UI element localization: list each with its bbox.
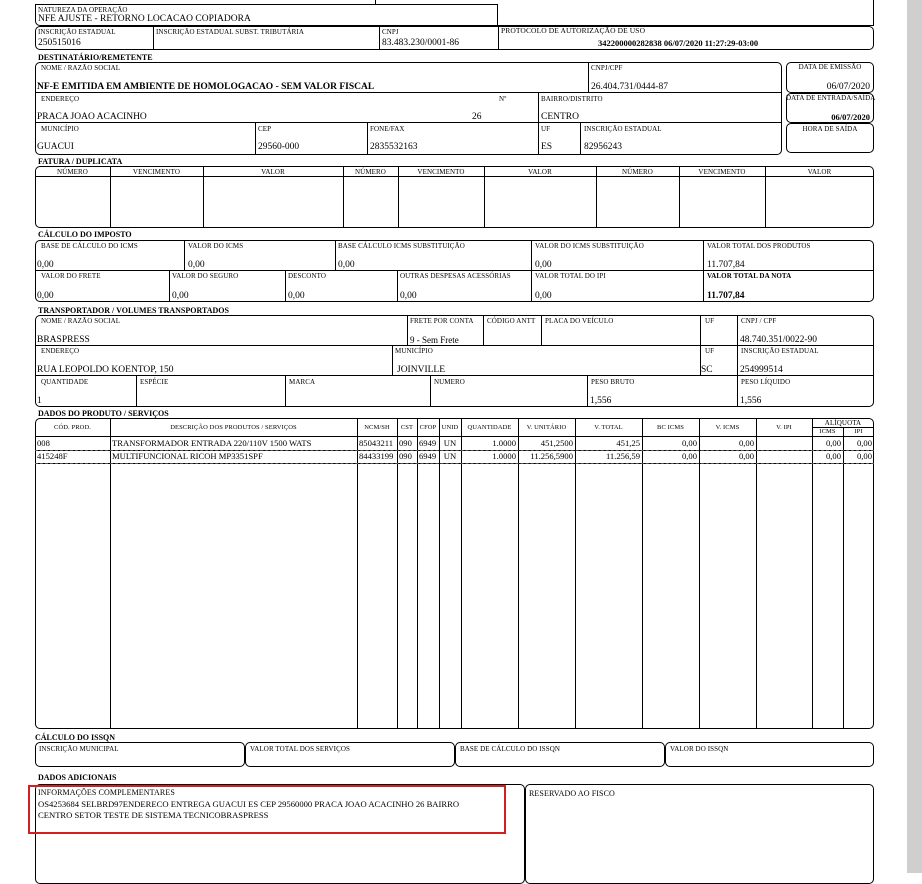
- outras-value: 0,00: [400, 291, 417, 301]
- sep: [737, 315, 738, 407]
- produtos-box: [35, 418, 874, 729]
- info-label: INFORMAÇÕES COMPLEMENTARES: [38, 788, 175, 797]
- transp-uf2-value: SC: [701, 365, 713, 375]
- data-entrada-label: DATA DE ENTRADA/SAÍDA: [786, 94, 876, 102]
- natureza-label: NATUREZA DA OPERAÇÃO: [38, 6, 128, 14]
- fatura-col-header: VALOR: [807, 168, 832, 176]
- info-line-2: CENTRO SETOR TESTE DE SISTEMA TECNICOBRASPRESS: [38, 810, 269, 820]
- fatura-header-sep: [35, 176, 874, 177]
- transp-cnpj-value: 48.740.351/0022-90: [740, 335, 818, 345]
- issqn-title: CÁLCULO DO ISSQN: [35, 733, 116, 742]
- info-line-1: OS4253684 SELBRD97ENDERECO ENTREGA GUACUI ES CEP 29560000 PRACA JOAO ACACINHO 26 BAIRRO: [38, 799, 460, 809]
- sep: [392, 345, 393, 375]
- sep: [483, 315, 484, 345]
- produto-cell-vunit: 11.256,5900: [530, 451, 573, 461]
- fatura-col-header: VENCIMENTO: [417, 168, 465, 176]
- seguro-label: VALOR DO SEGURO: [172, 272, 239, 280]
- transp-endereco-label: ENDEREÇO: [41, 347, 80, 355]
- produto-cell-aipi: 0,00: [856, 438, 872, 448]
- produto-cell-ncm: 84433199: [359, 451, 394, 461]
- total-nota-value: 11.707,84: [707, 291, 745, 301]
- sep: [367, 122, 368, 155]
- fatura-col-header: VENCIMENTO: [698, 168, 746, 176]
- reservado-fisco-box: [525, 784, 874, 884]
- produto-cell-bc: 0,00: [681, 438, 697, 448]
- scrollbar[interactable]: [907, 0, 922, 873]
- produtos-col-sep: [110, 418, 111, 729]
- dest-ie-label: INSCRIÇÃO ESTADUAL: [584, 125, 662, 133]
- dest-nome-value: NF-E EMITIDA EM AMBIENTE DE HOMOLOGACAO - SEM VALOR FISCAL: [37, 82, 375, 92]
- produtos-col-header: V. UNITÁRIO: [526, 424, 567, 431]
- adicionais-title: DADOS ADICIONAIS: [38, 773, 117, 782]
- sep: [35, 375, 874, 376]
- dest-ie-value: 82956243: [584, 142, 622, 152]
- dest-cep-label: CEP: [258, 125, 272, 133]
- produtos-col-sep: [575, 418, 576, 729]
- transp-ie-value: 254999514: [740, 365, 783, 375]
- dest-fone-label: FONE/FAX: [370, 125, 405, 133]
- sep: [285, 270, 286, 302]
- produto-cell-unid: UN: [443, 451, 457, 461]
- dest-uf-value: ES: [541, 142, 553, 152]
- produto-cell-vtotal: 11.256,59: [605, 451, 640, 461]
- produtos-col-sep: [812, 418, 813, 729]
- produtos-col-header: V. IPI: [776, 424, 792, 431]
- fatura-title: FATURA / DUPLICATA: [38, 157, 123, 166]
- produto-cell-vtotal: 451,25: [616, 438, 640, 448]
- data-emissao-label: DATA DE EMISSÃO: [798, 63, 862, 71]
- dest-numero-value: 26: [472, 112, 482, 122]
- issqn-insc-label: INSCRIÇÃO MUNICIPAL: [39, 745, 119, 753]
- produto-cell-desc: TRANSFORMADOR ENTRADA 220/110V 1500 WATS: [112, 438, 312, 448]
- sep: [379, 26, 380, 50]
- transp-marca-label: MARCA: [289, 378, 316, 386]
- sep: [136, 375, 137, 407]
- produtos-col-header: ICMS: [819, 428, 836, 435]
- transportador-title: TRANSPORTADOR / VOLUMES TRANSPORTADOS: [38, 306, 229, 315]
- issqn-base-label: BASE DE CÁLCULO DO ISSQN: [460, 745, 561, 753]
- produto-row-divider: [35, 463, 874, 464]
- header-right-edge: [873, 0, 874, 26]
- highlight-box: [28, 785, 506, 834]
- base-st-label: BASE CÁLCULO ICMS SUBSTITUIÇÃO: [338, 242, 465, 250]
- sep: [35, 92, 782, 93]
- desconto-value: 0,00: [288, 291, 305, 301]
- base-icms-label: BASE DE CÁLCULO DO ICMS: [41, 242, 138, 250]
- transp-placa-label: PLACA DO VEÍCULO: [545, 317, 614, 325]
- transp-uf2-label: UF: [705, 347, 715, 355]
- valor-st-label: VALOR DO ICMS SUBSTITUIÇÃO: [535, 242, 644, 250]
- transp-frete-value: 9 - Sem Frete: [410, 335, 459, 345]
- data-entrada-value: 06/07/2020: [831, 112, 870, 122]
- transp-nome-label: NOME / RAZÃO SOCIAL: [41, 317, 121, 325]
- produtos-col-sep: [439, 418, 440, 729]
- sep: [35, 270, 874, 271]
- frete-label: VALOR DO FRETE: [41, 272, 101, 280]
- dest-cnpj-label: CNPJ/CPF: [591, 64, 623, 72]
- produto-cell-vicms: 0,00: [738, 451, 754, 461]
- produto-cell-aipi: 0,00: [856, 451, 872, 461]
- transp-municipio-value: JOINVILLE: [397, 365, 446, 375]
- hora-saida-label: HORA DE SAÍDA: [802, 125, 858, 133]
- issqn-valor-label: VALOR DO ISSQN: [670, 745, 729, 753]
- fatura-col-header: VALOR: [261, 168, 285, 176]
- desconto-label: DESCONTO: [288, 272, 327, 280]
- fatura-col-header: VENCIMENTO: [132, 168, 181, 176]
- produto-cell-vunit: 451,2500: [540, 438, 573, 448]
- valor-icms-value: 0,00: [188, 260, 205, 270]
- peso-liquido-label: PESO LÍQUIDO: [741, 378, 791, 386]
- produto-cell-ncm: 85043211: [359, 438, 394, 448]
- transp-antt-label: CÓDIGO ANTT: [487, 317, 536, 325]
- ipi-label: VALOR TOTAL DO IPI: [535, 272, 606, 280]
- produtos-col-sep: [417, 418, 418, 729]
- produtos-header-separator: [35, 436, 874, 437]
- destinatario-title: DESTINATÁRIO/REMETENTE: [38, 53, 153, 62]
- dest-fone-value: 2835532163: [370, 142, 418, 152]
- produtos-col-header: BC ICMS: [657, 424, 684, 431]
- sep: [430, 375, 431, 407]
- base-st-value: 0,00: [338, 260, 355, 270]
- transp-qtd-value: 1: [37, 396, 42, 406]
- transp-ie-label: INSCRIÇÃO ESTADUAL: [741, 347, 819, 355]
- produto-cell-cfop: 6949: [419, 451, 437, 461]
- produtos-col-sep: [699, 418, 700, 729]
- protocolo-value: 342200000282838 06/07/2020 11:27:29-03:00: [598, 38, 759, 48]
- sep: [169, 270, 170, 302]
- transp-frete-label: FRETE POR CONTA: [410, 317, 474, 325]
- produto-cell-cod: 415248F: [37, 451, 68, 461]
- produtos-col-header: V. ICMS: [715, 424, 740, 431]
- data-emissao-value: 06/07/2020: [826, 82, 870, 92]
- fisco-label: RESERVADO AO FISCO: [529, 789, 615, 798]
- produtos-col-sep: [642, 418, 643, 729]
- dest-endereco-value: PRACA JOAO ACACINHO: [37, 112, 147, 122]
- sep: [35, 122, 782, 123]
- fatura-col-header: NÚMERO: [622, 168, 653, 176]
- total-prod-label: VALOR TOTAL DOS PRODUTOS: [707, 242, 811, 250]
- produtos-col-header: CÓD. PROD.: [54, 424, 91, 431]
- produtos-col-header: NCM/SH: [364, 424, 390, 431]
- transp-cnpj-label: CNPJ / CPF: [741, 317, 777, 325]
- fatura-col-header: NÚMERO: [355, 168, 386, 176]
- produto-cell-cod: 008: [37, 438, 50, 448]
- produto-cell-bc: 0,00: [681, 451, 697, 461]
- produto-cell-cst: 090: [399, 451, 412, 461]
- frete-value: 0,00: [37, 291, 54, 301]
- produtos-col-sep: [461, 418, 462, 729]
- dest-bairro-label: BAIRRO/DISTRITO: [541, 95, 603, 103]
- protocolo-label: PROTOCOLO DE AUTORIZAÇÃO DE USO: [501, 26, 646, 35]
- ie-value: 250515016: [38, 38, 81, 48]
- produtos-col-sep: [397, 418, 398, 729]
- transp-qtd-label: QUANTIDADE: [41, 378, 89, 386]
- produto-cell-aicms: 0,00: [825, 438, 841, 448]
- total-prod-value: 11.707,84: [707, 260, 745, 270]
- transp-municipio-label: MUNICÍPIO: [395, 347, 433, 355]
- fatura-col-header: VALOR: [528, 168, 552, 176]
- dest-endereco-label: ENDEREÇO: [41, 95, 80, 103]
- peso-liquido-value: 1,556: [740, 396, 762, 406]
- valor-icms-label: VALOR DO ICMS: [188, 242, 244, 250]
- produtos-col-header: QUANTIDADE: [467, 424, 512, 431]
- produtos-col-header: CFOP: [419, 424, 437, 431]
- fatura-col-header: NÚMERO: [57, 168, 88, 176]
- sep: [285, 375, 286, 407]
- transp-numero-label: NUMERO: [434, 378, 465, 386]
- produtos-col-header: IPI: [854, 428, 863, 435]
- sep: [538, 92, 539, 122]
- dest-nome-label: NOME / RAZÃO SOCIAL: [41, 64, 121, 72]
- sep: [541, 315, 542, 345]
- dest-numero-label: Nº: [499, 95, 507, 103]
- produtos-col-header: V. TOTAL: [594, 424, 623, 431]
- produto-cell-qtd: 1.0000: [492, 438, 516, 448]
- transp-nome-value: BRASPRESS: [37, 335, 90, 345]
- dest-municipio-value: GUACUI: [37, 142, 74, 152]
- produtos-col-header: CST: [400, 424, 414, 431]
- aliquota-label: ALÍQUOTA: [824, 419, 862, 427]
- produtos-col-sep: [518, 418, 519, 729]
- produto-cell-vicms: 0,00: [738, 438, 754, 448]
- ie-label: INSCRIÇÃO ESTADUAL: [38, 28, 116, 36]
- dest-municipio-label: MUNICÍPIO: [41, 125, 79, 133]
- ipi-value: 0,00: [535, 291, 552, 301]
- ie-st-label: INSCRIÇÃO ESTADUAL SUBST. TRIBUTÁRIA: [156, 28, 304, 36]
- sep: [498, 26, 499, 50]
- sep: [397, 270, 398, 302]
- peso-bruto-value: 1,556: [590, 396, 612, 406]
- dest-cnpj-value: 26.404.731/0444-87: [591, 82, 669, 92]
- sep: [255, 122, 256, 155]
- produto-cell-unid: UN: [443, 438, 457, 448]
- produtos-col-header: UNID: [441, 424, 459, 431]
- cnpj-value: 83.483.230/0001-86: [382, 38, 460, 48]
- transportador-box: [35, 315, 874, 407]
- sep: [407, 315, 408, 345]
- peso-bruto-label: PESO BRUTO: [591, 378, 635, 386]
- dest-cep-value: 29560-000: [258, 142, 300, 152]
- produtos-col-header: DESCRIÇÃO DOS PRODUTOS / SERVIÇOS: [170, 424, 297, 431]
- produto-cell-cfop: 6949: [419, 438, 437, 448]
- produto-cell-desc: MULTIFUNCIONAL RICOH MP3351SPF: [112, 451, 263, 461]
- sep: [703, 240, 704, 302]
- produto-cell-aicms: 0,00: [825, 451, 841, 461]
- sep: [531, 240, 532, 302]
- outras-label: OUTRAS DESPESAS ACESSÓRIAS: [400, 272, 511, 280]
- imposto-title: CÁLCULO DO IMPOSTO: [38, 230, 132, 239]
- sep: [335, 240, 336, 270]
- cnpj-label: CNPJ: [382, 28, 399, 36]
- sep: [588, 62, 589, 92]
- produto-cell-cst: 090: [399, 438, 412, 448]
- produtos-col-sep: [357, 418, 358, 729]
- dest-uf-label: UF: [541, 125, 551, 133]
- transp-endereco-value: RUA LEOPOLDO KOENTOP, 150: [37, 365, 174, 375]
- seguro-value: 0,00: [172, 291, 189, 301]
- issqn-total-label: VALOR TOTAL DOS SERVIÇOS: [250, 745, 351, 753]
- transp-especie-label: ESPÉCIE: [140, 378, 169, 386]
- produto-cell-qtd: 1.0000: [492, 451, 516, 461]
- total-nota-label: VALOR TOTAL DA NOTA: [707, 272, 792, 280]
- sep: [35, 345, 874, 346]
- valor-st-value: 0,00: [535, 260, 552, 270]
- sep: [538, 122, 539, 155]
- sep: [153, 26, 154, 50]
- produtos-col-sep: [843, 427, 844, 729]
- natureza-value: NFE AJUSTE - RETORNO LOCACAO COPIADORA: [38, 14, 251, 24]
- sep: [580, 122, 581, 155]
- transp-uf-label: UF: [705, 317, 715, 325]
- produtos-title: DADOS DO PRODUTO / SERVIÇOS: [38, 409, 169, 418]
- sep: [184, 240, 185, 270]
- base-icms-value: 0,00: [37, 260, 54, 270]
- produtos-col-sep: [756, 418, 757, 729]
- sep: [587, 375, 588, 407]
- dest-bairro-value: CENTRO: [541, 112, 579, 122]
